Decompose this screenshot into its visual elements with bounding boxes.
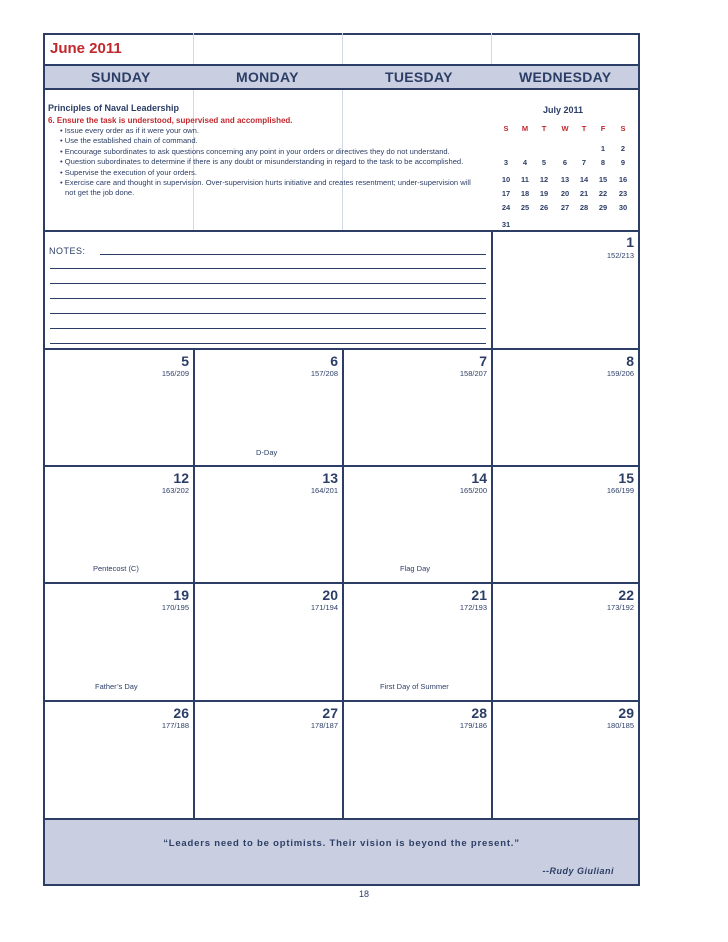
day-number: 22 bbox=[618, 587, 634, 603]
mini-calendar-day[interactable]: 28 bbox=[579, 203, 589, 212]
mini-calendar-day[interactable]: 8 bbox=[600, 158, 606, 167]
mini-calendar-header: T bbox=[541, 124, 547, 133]
mini-calendar-header: W bbox=[561, 124, 569, 133]
day-number: 12 bbox=[173, 470, 189, 486]
day-event: First Day of Summer bbox=[380, 682, 449, 691]
mini-calendar-day[interactable]: 18 bbox=[520, 189, 530, 198]
day-number: 20 bbox=[322, 587, 338, 603]
principle-bullet: • Supervise the execution of your orders. bbox=[60, 167, 197, 177]
day-count: 170/195 bbox=[161, 603, 189, 612]
day-number: 21 bbox=[471, 587, 487, 603]
day-number: 5 bbox=[181, 353, 189, 369]
principle-bullet: • Use the established chain of command. bbox=[60, 136, 198, 146]
mini-calendar-header: S bbox=[503, 124, 509, 133]
day-number: 28 bbox=[471, 705, 487, 721]
day-count: 157/208 bbox=[310, 369, 338, 378]
mini-calendar-day[interactable]: 26 bbox=[539, 203, 549, 212]
mini-calendar-day[interactable]: 13 bbox=[560, 175, 570, 184]
column-guide bbox=[342, 33, 343, 64]
day-number: 27 bbox=[322, 705, 338, 721]
day-count: 171/194 bbox=[310, 603, 338, 612]
mini-calendar-day[interactable]: 11 bbox=[521, 175, 529, 184]
mini-calendar-day[interactable]: 12 bbox=[539, 175, 549, 184]
mini-calendar-day[interactable]: 21 bbox=[579, 189, 589, 198]
column-guide bbox=[193, 33, 194, 64]
mini-calendar-day[interactable]: 17 bbox=[501, 189, 511, 198]
day-event: D-Day bbox=[256, 448, 278, 457]
principles-subtitle: 6. Ensure the task is understood, supervised and accomplished. bbox=[48, 116, 293, 125]
day-count: 173/192 bbox=[606, 603, 634, 612]
notes-line[interactable] bbox=[50, 313, 486, 314]
day-number: 15 bbox=[618, 470, 634, 486]
mini-calendar-day[interactable]: 1 bbox=[600, 144, 606, 153]
month-title: June 2011 bbox=[50, 40, 122, 57]
mini-calendar-day[interactable]: 22 bbox=[598, 189, 608, 198]
weekday-tuesday: TUESDAY bbox=[385, 69, 453, 85]
notes-line[interactable] bbox=[50, 283, 486, 284]
principle-bullet: not get the job done. bbox=[65, 188, 135, 198]
mini-calendar-day[interactable]: 25 bbox=[520, 203, 530, 212]
mini-calendar-day[interactable]: 20 bbox=[560, 189, 570, 198]
quote-box bbox=[45, 820, 638, 884]
mini-calendar-day[interactable]: 29 bbox=[598, 203, 608, 212]
day-event: Flag Day bbox=[400, 564, 431, 573]
day-number: 26 bbox=[173, 705, 189, 721]
mini-calendar-day[interactable]: 9 bbox=[620, 158, 626, 167]
quote-text: “Leaders need to be optimists. Their vision is beyond the present.” bbox=[163, 838, 520, 849]
mini-calendar-header: M bbox=[521, 124, 529, 133]
notes-line[interactable] bbox=[50, 328, 486, 329]
notes-line[interactable] bbox=[50, 343, 486, 344]
column-guide bbox=[491, 33, 492, 64]
day-count: 165/200 bbox=[459, 486, 487, 495]
day-count: 177/188 bbox=[161, 721, 189, 730]
day-count: 172/193 bbox=[459, 603, 487, 612]
quote-author: --Rudy Giuliani bbox=[542, 866, 614, 876]
principles-title: Principles of Naval Leadership bbox=[48, 103, 180, 113]
day-count: 179/186 bbox=[459, 721, 487, 730]
day-number: 6 bbox=[330, 353, 338, 369]
notes-line[interactable] bbox=[100, 254, 486, 255]
day-count: 164/201 bbox=[310, 486, 338, 495]
mini-calendar-day[interactable]: 16 bbox=[618, 175, 628, 184]
mini-calendar-day[interactable]: 6 bbox=[562, 158, 568, 167]
day-event: Pentecost (C) bbox=[93, 564, 139, 573]
weekday-monday: MONDAY bbox=[236, 69, 299, 85]
day-count: 158/207 bbox=[459, 369, 487, 378]
mini-calendar-day[interactable]: 4 bbox=[522, 158, 528, 167]
mini-calendar-header: F bbox=[600, 124, 606, 133]
page-number: 18 bbox=[358, 889, 369, 899]
mini-calendar-day[interactable]: 27 bbox=[560, 203, 570, 212]
mini-calendar-day[interactable]: 23 bbox=[618, 189, 628, 198]
notes-line[interactable] bbox=[50, 298, 486, 299]
weekday-wednesday: WEDNESDAY bbox=[519, 69, 612, 85]
principle-bullet: • Question subordinates to determine if there is any doubt or misunderstanding in regard to the task to be accomplished. bbox=[60, 157, 464, 167]
day-count: 159/206 bbox=[606, 369, 634, 378]
day-count: 152/213 bbox=[606, 251, 634, 260]
day-count: 178/187 bbox=[310, 721, 338, 730]
mini-calendar-day[interactable]: 5 bbox=[541, 158, 547, 167]
day-number: 19 bbox=[173, 587, 189, 603]
principle-bullet: • Exercise care and thought in supervision. Over-supervision hurts initiative and creates resentment; under-supervision will bbox=[60, 178, 471, 187]
mini-calendar-day[interactable]: 31 bbox=[501, 220, 511, 229]
mini-calendar-day[interactable]: 14 bbox=[579, 175, 589, 184]
day-number: 29 bbox=[618, 705, 634, 721]
principle-bullet: • Encourage subordinates to ask questions concerning any point in your orders or directives they do not understand. bbox=[60, 146, 450, 156]
mini-calendar-day[interactable]: 30 bbox=[618, 203, 628, 212]
mini-calendar-day[interactable]: 7 bbox=[581, 158, 587, 167]
day-number: 8 bbox=[626, 353, 634, 369]
day-number: 1 bbox=[626, 234, 634, 250]
mini-calendar-day[interactable]: 15 bbox=[598, 175, 608, 184]
mini-calendar-day[interactable]: 10 bbox=[501, 175, 511, 184]
mini-calendar-header: T bbox=[581, 124, 587, 133]
mini-calendar-day[interactable]: 3 bbox=[503, 158, 509, 167]
mini-calendar-day[interactable]: 24 bbox=[501, 203, 511, 212]
day-count: 180/185 bbox=[606, 721, 634, 730]
notes-divider bbox=[491, 230, 493, 350]
mini-calendar-day[interactable]: 2 bbox=[620, 144, 626, 153]
day-number: 7 bbox=[479, 353, 487, 369]
day-count: 163/202 bbox=[161, 486, 189, 495]
weekday-sunday: SUNDAY bbox=[91, 69, 151, 85]
section-divider bbox=[45, 230, 638, 232]
day-event: Father’s Day bbox=[95, 682, 138, 691]
notes-line[interactable] bbox=[50, 268, 486, 269]
day-number: 14 bbox=[471, 470, 487, 486]
mini-calendar-title: July 2011 bbox=[543, 105, 584, 115]
mini-calendar-day[interactable]: 19 bbox=[539, 189, 549, 198]
day-number: 13 bbox=[322, 470, 338, 486]
principle-bullet: • Issue every order as if it were your own. bbox=[60, 126, 199, 135]
day-count: 166/199 bbox=[606, 486, 634, 495]
notes-label: NOTES: bbox=[49, 246, 86, 256]
mini-calendar-header: S bbox=[620, 124, 626, 133]
day-count: 156/209 bbox=[161, 369, 189, 378]
weekday-header-row bbox=[45, 64, 638, 90]
